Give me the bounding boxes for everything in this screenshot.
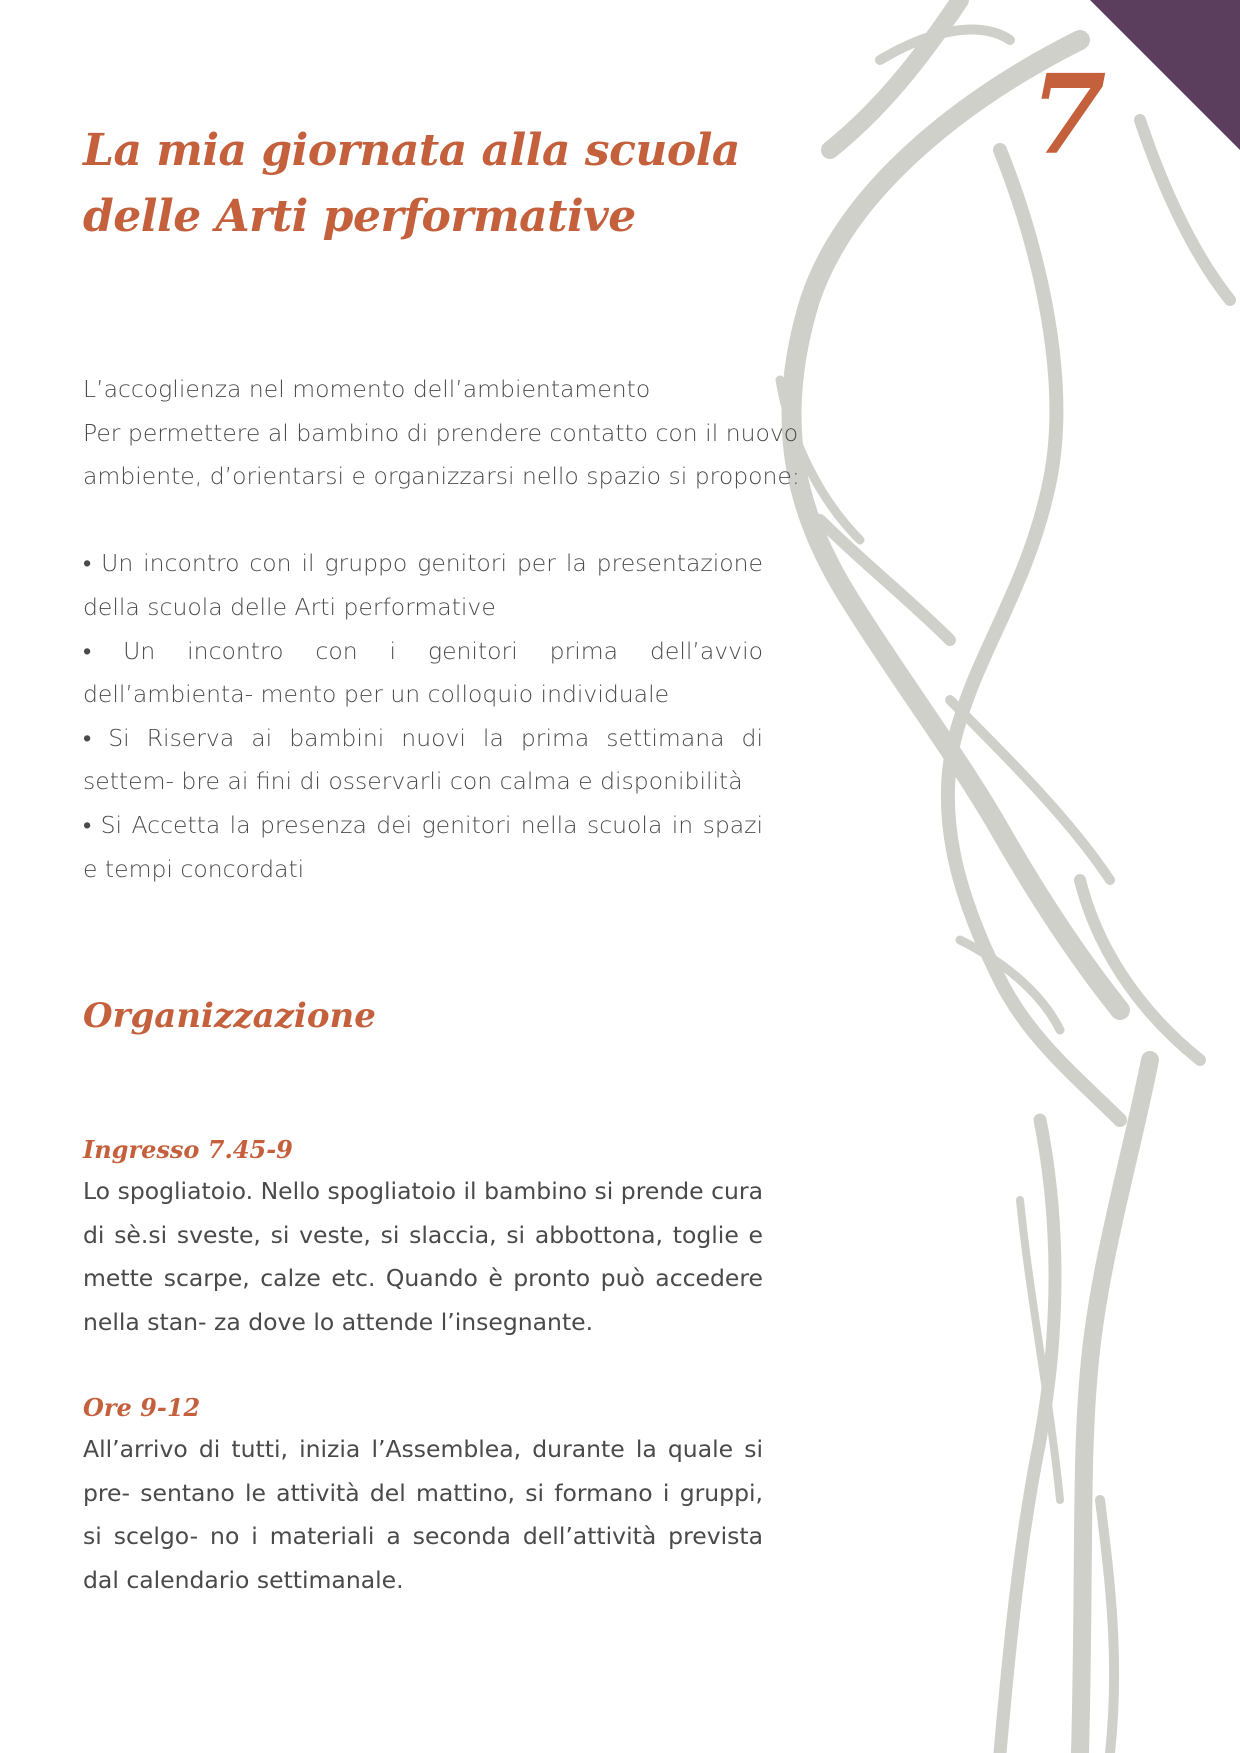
schedule-block-ore bbox=[83, 1388, 763, 1602]
intro-line: ambiente, d’orientarsi e organizzarsi nello spazio si propone: bbox=[83, 462, 800, 491]
section-title-organizzazione: Organizzazione bbox=[83, 996, 376, 1036]
bullet-item: • Si Riserva ai bambini nuovi la prima settimana di settem- bre ai fini di osservarli con calma e disponibilità bbox=[83, 723, 763, 796]
schedule-text: Lo spogliatoio. Nello spogliatoio il bambino si prende cura di sè.si sveste, si veste, si slaccia, si abbottona, toglie e mette scarpe, calze etc. Quando è pronto può accedere nella stan- za dove lo attende l’insegnante. bbox=[83, 1177, 763, 1336]
bullet-item: • Un incontro con il gruppo genitori per la presentazione della scuola delle Arti performative bbox=[83, 549, 763, 621]
schedule-heading: Ore 9-12 bbox=[83, 1393, 201, 1422]
schedule-block-ingresso bbox=[83, 1130, 763, 1344]
schedule-heading: Ingresso 7.45-9 bbox=[83, 1135, 293, 1164]
page-title bbox=[83, 118, 763, 250]
intro-section bbox=[83, 368, 800, 891]
corner-decoration bbox=[1090, 0, 1240, 150]
intro-line: Per permettere al bambino di prendere contatto con il nuovo bbox=[83, 418, 799, 447]
schedule-text: All’arrivo di tutti, inizia l’Assemblea, durante la quale si pre- sentano le attività del mattino, si formano i gruppi, si scelgo- no i materiali a seconda dell’attività prevista dal calendario settimanale. bbox=[83, 1435, 763, 1594]
page-title-line-1: La mia giornata alla scuola bbox=[83, 125, 740, 176]
bullet-item: • Si Accetta la presenza dei genitori nella scuola in spazi e tempi concordati bbox=[83, 810, 763, 883]
page-title-line-2: delle Arti performative bbox=[83, 191, 636, 242]
bullet-item: • Un incontro con i genitori prima dell’avvio dell’ambienta- mento per un colloquio individuale bbox=[83, 636, 763, 709]
intro-heading: L’accoglienza nel momento dell’ambientamento bbox=[83, 375, 651, 403]
page-number: 7 bbox=[1030, 50, 1107, 179]
